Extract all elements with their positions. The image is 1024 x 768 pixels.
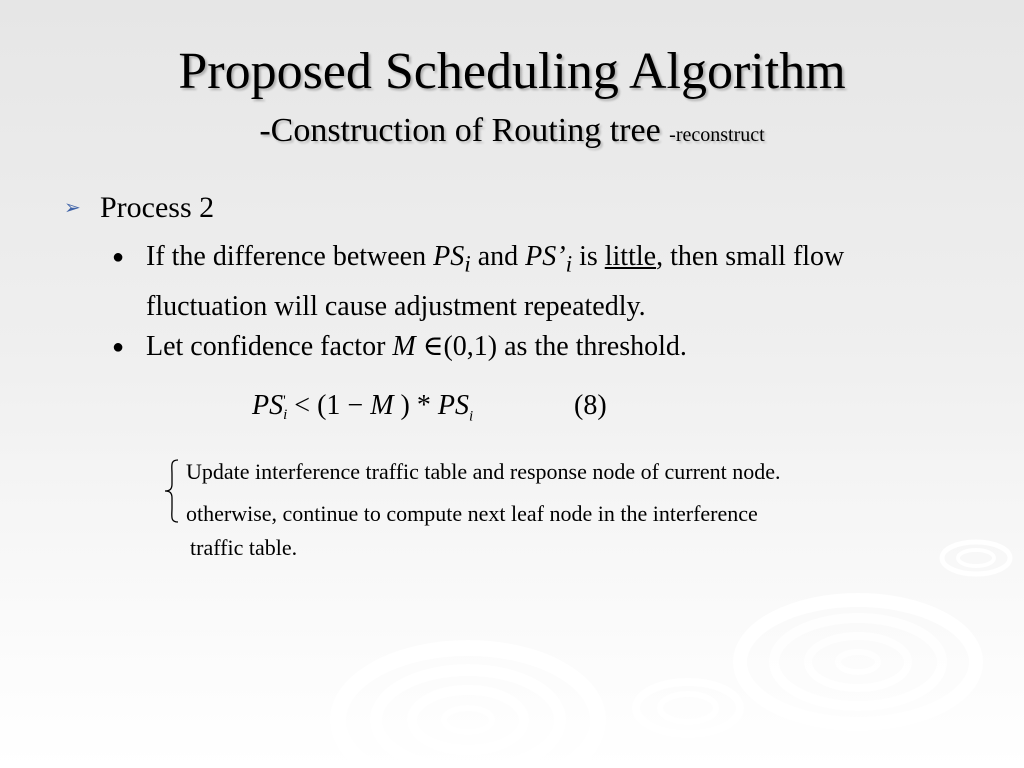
process-2-label: Process 2 <box>100 191 215 224</box>
sub-bullet-text <box>146 236 942 328</box>
eq-subscript: i <box>283 406 288 423</box>
eq-operator: < (1 − <box>287 390 371 421</box>
eq-lhs: PS <box>252 390 284 421</box>
sub-bullet-text <box>146 326 942 368</box>
eq-prime: ' <box>283 392 286 409</box>
text-segment: and <box>470 241 526 272</box>
subtitle-main: -Construction of Routing tree <box>259 112 661 149</box>
slide-subtitle <box>0 108 1024 158</box>
text-segment: is <box>572 241 605 272</box>
text-segment: ∈(0,1) as the threshold. <box>415 331 687 362</box>
eq-rhs: PS <box>437 390 469 421</box>
equation-number: (8) <box>574 390 607 421</box>
ring-group-right-large <box>740 600 976 724</box>
text-segment: Let confidence factor <box>146 331 393 362</box>
bullet-process-2 <box>64 186 214 230</box>
eq-operator: ) * <box>393 390 438 421</box>
subscript-i: i <box>565 251 573 278</box>
eq-variable-m: M <box>370 390 394 421</box>
dot-bullet-icon: ● <box>112 246 125 268</box>
sub-bullet-confidence <box>112 326 942 368</box>
case-otherwise: otherwise, continue to compute next leaf node in the interference <box>186 501 758 526</box>
case-update: Update interference traffic table and response node of current node. <box>186 459 781 484</box>
ring-group-right-small <box>942 542 1010 574</box>
sub-bullet-difference <box>112 236 942 328</box>
equation-8 <box>252 386 473 437</box>
variable-m: M <box>392 331 416 362</box>
ring-group-bottom-mid <box>636 682 740 734</box>
subscript-i: i <box>464 251 471 278</box>
text-segment: If the difference between <box>146 241 434 272</box>
dot-bullet-icon: ● <box>112 336 125 358</box>
variable-ps: PS <box>433 241 465 272</box>
case-otherwise-continued: traffic table. <box>190 535 298 560</box>
eq-subscript: i <box>468 408 474 425</box>
arrow-bullet-icon: ➢ <box>64 197 81 219</box>
left-brace-icon <box>162 458 182 524</box>
ring-group-bottom-center <box>338 648 598 768</box>
subtitle-small: -reconstruct <box>669 124 765 146</box>
variable-ps-prime: PS’ <box>525 241 566 272</box>
slide-title: Proposed Scheduling Algorithm <box>178 43 846 100</box>
text-segment: , then small flow fluctuation will cause adjustment repeatedly. <box>146 241 845 322</box>
underlined-word: little <box>604 241 657 272</box>
